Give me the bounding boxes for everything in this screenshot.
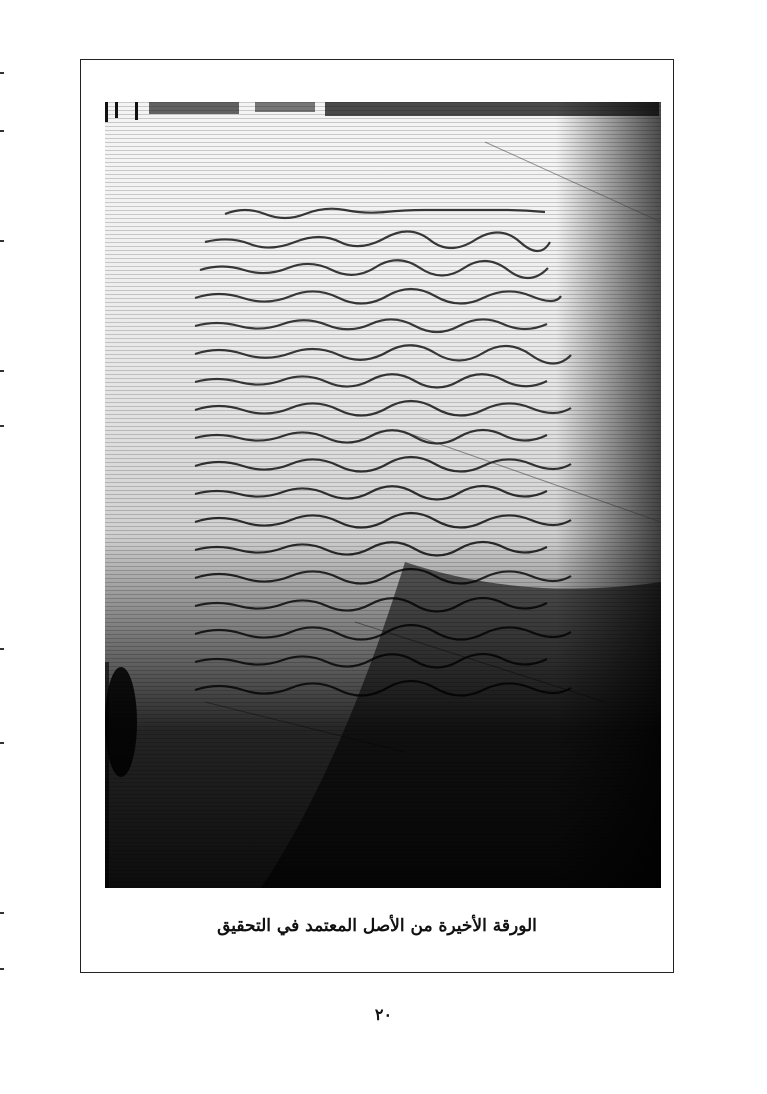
scan-edge-mark: [0, 425, 4, 427]
manuscript-image: [105, 102, 661, 888]
page-number: ٢٠: [374, 1005, 393, 1024]
scan-edge-mark: [0, 648, 4, 650]
figure-caption: الورقة الأخيرة من الأصل المعتمد في التحقيق: [217, 916, 537, 936]
manuscript-scan: [105, 102, 661, 888]
scan-edge-mark: [0, 240, 4, 242]
scan-edge-mark: [0, 72, 4, 74]
scan-edge-mark: [0, 370, 4, 372]
scan-edge-mark: [0, 130, 4, 132]
figure-frame: [80, 59, 674, 973]
scan-edge-mark: [0, 968, 4, 970]
scan-edge-mark: [0, 742, 4, 744]
scan-edge-mark: [0, 912, 4, 914]
